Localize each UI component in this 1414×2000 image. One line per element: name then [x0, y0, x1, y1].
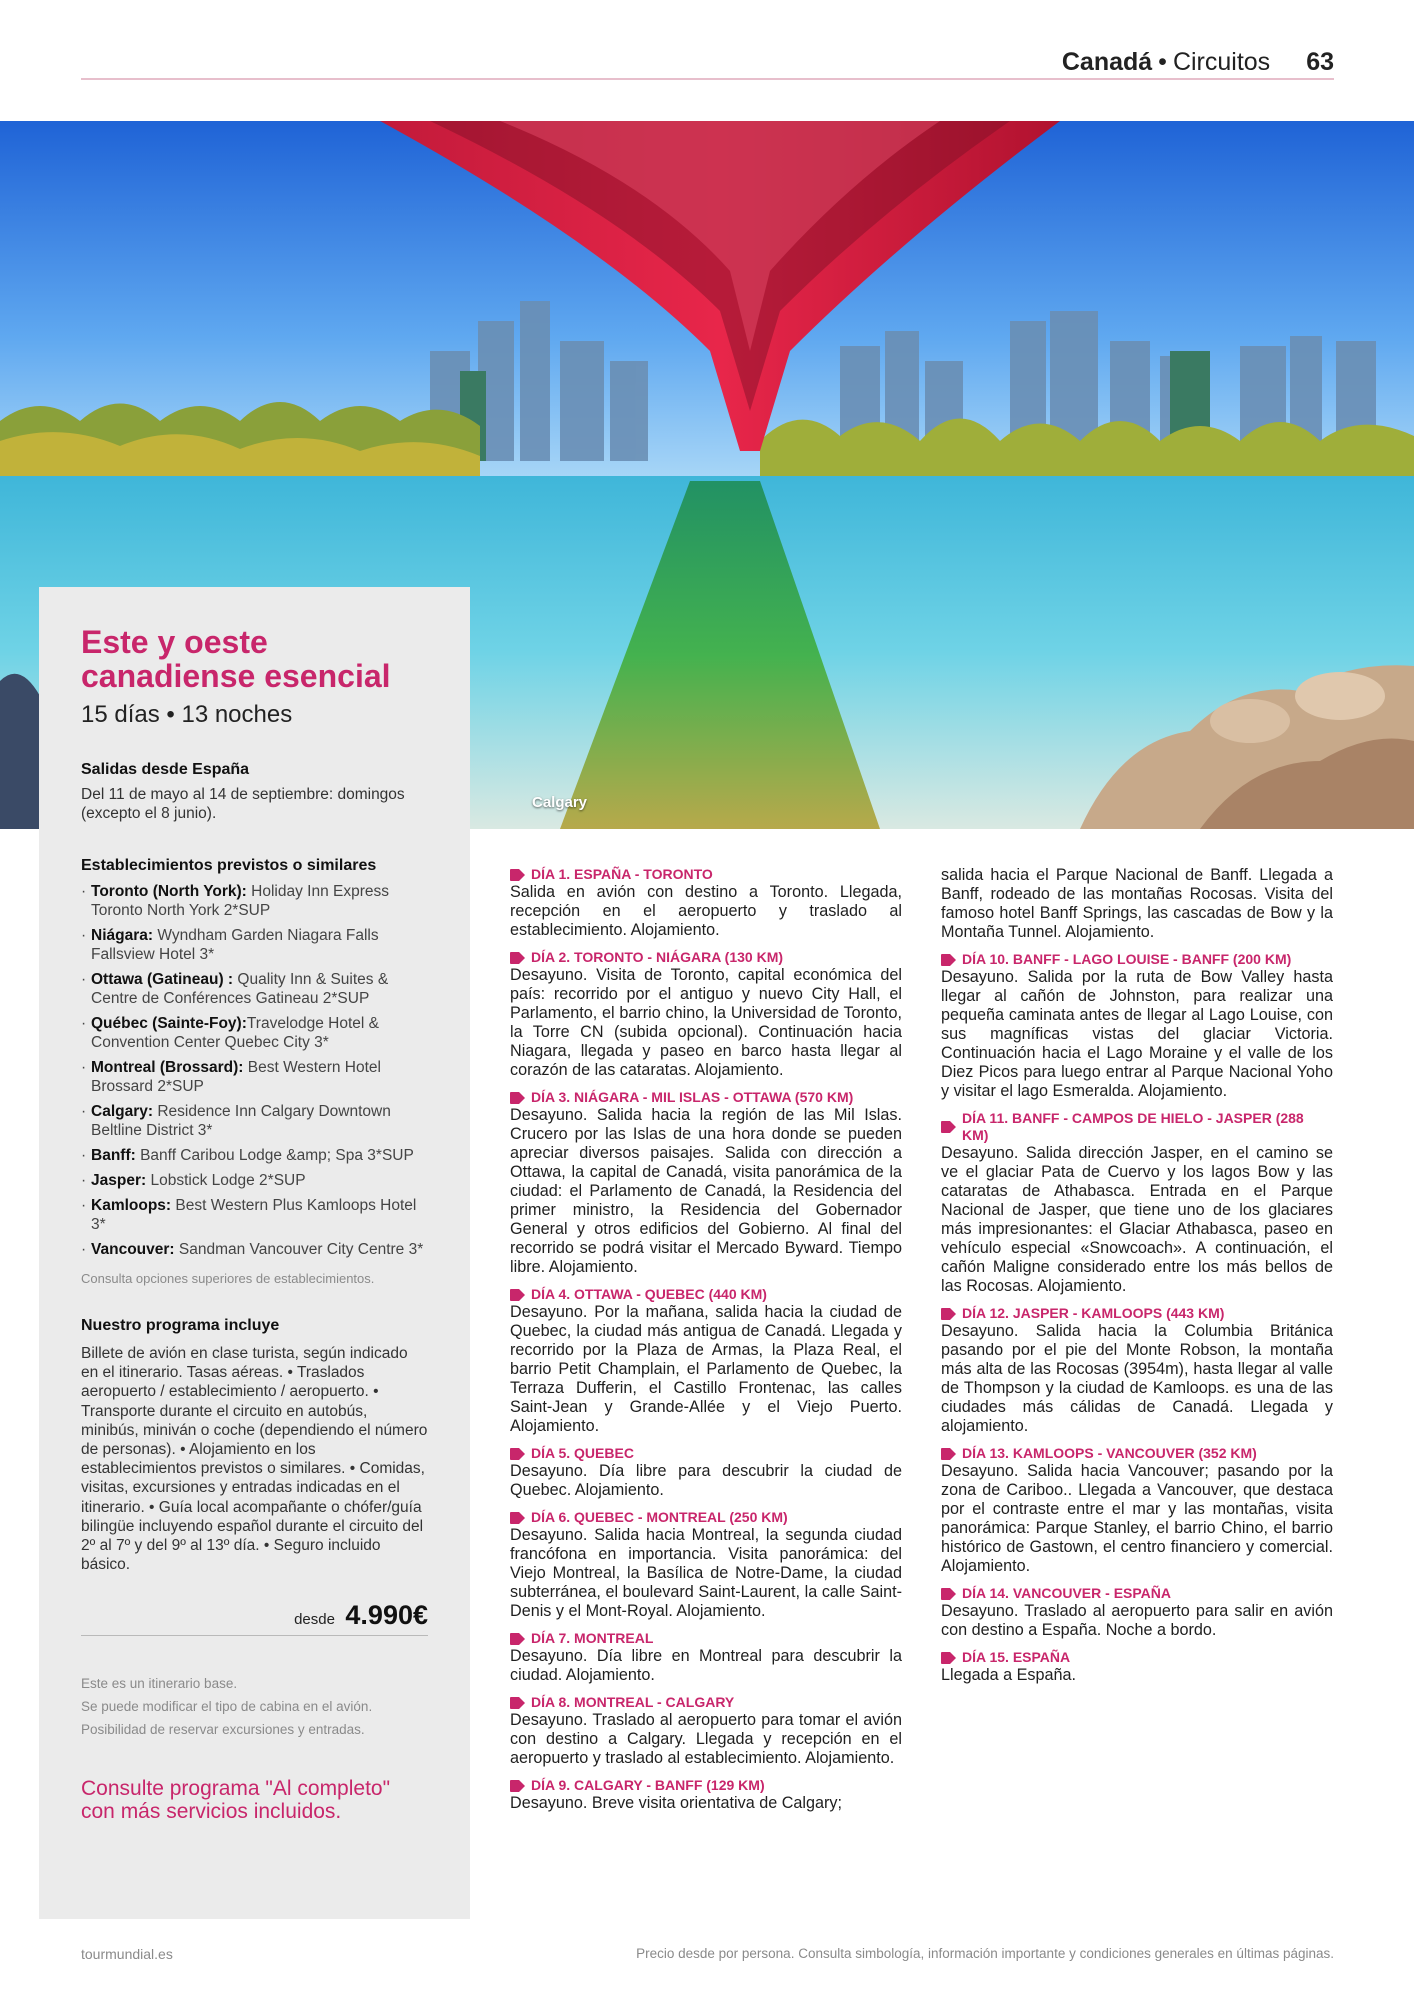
day-heading: [510, 1089, 902, 1106]
day-text: Desayuno. Visita de Toronto, capital económica del país: recorrido por el antiguo y nuevo City Hall, el Parlamento, el barrio chino, la Universidad de Toronto, la Torre CN (subida opcional). Continuación hacia Niagara, llegada y paseo en barco hasta llegar al corazón de las cataratas. Alojamiento.: [510, 966, 902, 1079]
hotel-item: · Jasper: Lobstick Lodge 2*SUP: [81, 1172, 306, 1189]
day-block: [941, 1110, 1333, 1296]
hotel-item: · Québec (Sainte-Foy):Travelodge Hotel & Convention Center Quebec City 3*: [81, 1015, 379, 1051]
day-block: [941, 1305, 1333, 1436]
tag-icon: [941, 1121, 956, 1133]
tag-icon: [510, 952, 525, 964]
day-title: DÍA 9. CALGARY - BANFF (129 KM): [531, 1777, 765, 1793]
hotel-city: Jasper:: [91, 1172, 147, 1189]
tag-icon: [510, 1697, 525, 1709]
day-heading: [510, 866, 902, 883]
day-text: Llegada a España.: [941, 1666, 1077, 1684]
hotel-item: · Montreal (Brossard): Best Western Hotel Brossard 2*SUP: [81, 1059, 381, 1095]
day-title: DÍA 6. QUEBEC - MONTREAL (250 KM): [531, 1509, 788, 1525]
hotel-city: Montreal (Brossard):: [91, 1059, 244, 1076]
hotels-list: [81, 882, 428, 1259]
hotel-name: Sandman Vancouver City Centre 3*: [174, 1241, 424, 1258]
day-heading: [510, 1286, 902, 1303]
day-heading: [941, 1305, 1333, 1322]
day-text: Salida en avión con destino a Toronto. Llegada, recepción en el aeropuerto y traslado al establecimiento. Alojamiento.: [510, 883, 902, 939]
tag-icon: [941, 1308, 956, 1320]
departures-text: Del 11 de mayo al 14 de septiembre: domingos (excepto el 8 junio).: [81, 786, 405, 822]
day-heading: [941, 951, 1333, 968]
day-text: salida hacia el Parque Nacional de Banff. Llegada a Banff, rodeado de las montañas Rocosas. Visita del famoso hotel Banff Springs, las cascadas de Bow y la Montaña Tunnel. Alojamiento.: [941, 866, 1333, 941]
day-heading: [510, 949, 902, 966]
day-text: Desayuno. Traslado al aeropuerto para tomar el avión con destino a Calgary. Llegada y recepción en el aeropuerto y traslado al establecimiento. Alojamiento.: [510, 1711, 902, 1767]
page-header: [81, 44, 1334, 80]
day-title: DÍA 4. OTTAWA - QUEBEC (440 KM): [531, 1286, 767, 1302]
hotel-item: · Ottawa (Gatineau) : Quality Inn & Suites & Centre de Conférences Gatineau 2*SUP: [81, 971, 389, 1007]
hotel-city: Vancouver:: [91, 1241, 175, 1258]
day-title: DÍA 14. VANCOUVER - ESPAÑA: [962, 1585, 1171, 1601]
day-title: DÍA 12. JASPER - KAMLOOPS (443 KM): [962, 1305, 1225, 1321]
day-block: [941, 951, 1333, 1101]
hotel-city: Calgary:: [91, 1103, 154, 1120]
itinerary-column-1: [510, 866, 902, 1822]
day-title: DÍA 10. BANFF - LAGO LOUISE - BANFF (200 KM): [962, 951, 1292, 967]
day-title: DÍA 7. MONTREAL: [531, 1630, 654, 1646]
tag-icon: [941, 1448, 956, 1460]
day-block: [510, 1777, 902, 1813]
base-note: Posibilidad de reservar excursiones y entradas.: [81, 1722, 365, 1738]
tag-icon: [510, 1780, 525, 1792]
hotel-item: · Kamloops: Best Western Plus Kamloops Hotel 3*: [81, 1197, 417, 1233]
hotel-item: · Niágara: Wyndham Garden Niagara Falls Fallsview Hotel 3*: [81, 927, 379, 963]
hotel-item: · Banff: Banff Caribou Lodge &amp; Spa 3*SUP: [81, 1147, 414, 1164]
day-title: DÍA 5. QUEBEC: [531, 1445, 634, 1461]
header-title-group: [1062, 48, 1334, 77]
header-country: Canadá: [1061, 48, 1153, 76]
day-heading: [510, 1630, 902, 1647]
day-text: Desayuno. Por la mañana, salida hacia la ciudad de Quebec, la ciudad más antigua de Canadá. Llegada y recorrido por la Plaza de Armas, la Plaza Real, el barrio Petit Champlain, el Parlamento de Quebec, la Terraza Dufferin, el Castillo Frontenac, las calles Saint-Jean y Grande-Allée y el Viejo Puerto. Alojamiento.: [510, 1303, 902, 1435]
day-block: [941, 1445, 1333, 1576]
day-block: [510, 1445, 902, 1500]
hotel-name: Residence Inn Calgary Downtown Beltline District 3*: [91, 1103, 391, 1139]
tag-icon: [941, 954, 956, 966]
tag-icon: [941, 1588, 956, 1600]
hotel-city: Banff:: [91, 1147, 136, 1164]
hotel-item: · Calgary: Residence Inn Calgary Downtown Beltline District 3*: [81, 1103, 391, 1139]
hotel-name: Banff Caribou Lodge &amp; Spa 3*SUP: [135, 1147, 414, 1164]
tag-icon: [941, 1652, 956, 1664]
day-heading: [941, 1649, 1333, 1666]
day-text: Desayuno. Salida hacia Montreal, la segunda ciudad francófona en importancia. Visita panorámica: del Viejo Montreal, la Basílica de Notre-Dame, la ciudad subterránea, el boulevard Saint-Laurent, la calle Saint-Denis y el Mont-Royal. Alojamiento.: [510, 1526, 902, 1620]
day-text: Desayuno. Salida dirección Jasper, en el camino se ve el glaciar Pata de Cuervo y los lagos Bow y las cataratas de Athabasca. Entrada en el Parque Nacional de Jasper, que tiene uno de los glaciares más impresionantes: el Glaciar Athabasca, paseo en vehículo especial «Snowcoach». A continuación, el cañón Maligne considerado entre los más bellos de las Rocosas. Alojamiento.: [941, 1144, 1333, 1295]
tag-icon: [510, 1289, 525, 1301]
price-from-label: desde: [294, 1611, 335, 1629]
hotel-name: Quality Inn & Suites & Centre de Conférences Gatineau 2*SUP: [91, 971, 389, 1007]
footer-site: tourmundial.es: [81, 1946, 173, 1962]
day-heading: [941, 1110, 1333, 1144]
hotel-item: · Vancouver: Sandman Vancouver City Centre 3*: [81, 1241, 424, 1258]
header-section: Circuitos: [1172, 48, 1271, 76]
tag-icon: [510, 1512, 525, 1524]
day-continuation: [941, 866, 1333, 942]
trip-title: Este y oeste canadiense esencial: [81, 624, 391, 694]
day-block: [941, 1585, 1333, 1640]
day-block: [941, 1649, 1333, 1685]
day-block: [510, 866, 902, 940]
base-note: Se puede modificar el tipo de cabina en el avión.: [81, 1699, 373, 1715]
price-amount: 4.990€: [345, 1600, 428, 1631]
day-text: Desayuno. Salida hacia la Columbia Británica pasando por el pie del Monte Robson, la montaña más alta de las Rocosas (3954m), hasta llegar al valle de Thompson y la ciudad de Kamloops. es una de las ciudades más cálidas de Canadá. Llegada y alojamiento.: [941, 1322, 1333, 1435]
day-block: [510, 1509, 902, 1621]
day-heading: [941, 1585, 1333, 1602]
hotel-city: Niágara:: [91, 927, 154, 944]
itinerary-column-2: [941, 866, 1333, 1694]
day-title: DÍA 1. ESPAÑA - TORONTO: [531, 866, 713, 882]
day-text: Desayuno. Salida hacia Vancouver; pasando por la zona de Cariboo.. Llegada a Vancouver, que destaca por el contraste entre el mar y las montañas, visita panorámica: Parque Stanley, el barrio Chino, el barrio histórico de Gastown, el centro financiero y comercial. Alojamiento.: [941, 1462, 1333, 1575]
day-text: Desayuno. Breve visita orientativa de Calgary;: [510, 1794, 843, 1812]
header-separator: •: [1158, 48, 1167, 76]
day-title: DÍA 3. NIÁGARA - MIL ISLAS - OTTAWA (570 KM): [531, 1089, 854, 1105]
hotel-name: Best Western Hotel Brossard 2*SUP: [91, 1059, 381, 1095]
day-block: [510, 949, 902, 1080]
includes-heading: Nuestro programa incluye: [81, 1317, 280, 1334]
hotels-note: Consulta opciones superiores de establecimientos.: [81, 1271, 375, 1286]
hotel-city: Kamloops:: [91, 1197, 172, 1214]
photo-caption: Calgary: [532, 794, 588, 811]
tag-icon: [510, 1633, 525, 1645]
day-text: Desayuno. Salida por la ruta de Bow Valley hasta llegar al cañón de Johnston, para realizar una pequeña caminata antes de llegar al Lago Louise, con sus magníficas vistas del glaciar Victoria. Continuación hacia el Lago Moraine y el valle de los Diez Picos para luego entrar al Parque Nacional Yoho y visitar el lago Esmeralda. Alojamiento.: [941, 968, 1333, 1100]
day-title: DÍA 13. KAMLOOPS - VANCOUVER (352 KM): [962, 1445, 1257, 1461]
departures-heading: Salidas desde España: [81, 761, 250, 778]
day-title: DÍA 11. BANFF - CAMPOS DE HIELO - JASPER (288 KM): [961, 1110, 1304, 1143]
hotel-name: Wyndham Garden Niagara Falls Fallsview Hotel 3*: [91, 927, 379, 963]
page-number: 63: [1306, 48, 1334, 76]
day-heading: [510, 1445, 902, 1462]
hotel-name: Best Western Plus Kamloops Hotel 3*: [91, 1197, 417, 1233]
hotel-name: Travelodge Hotel & Convention Center Quebec City 3*: [91, 1015, 379, 1051]
hotel-city: Toronto (North York):: [91, 883, 247, 900]
tag-icon: [510, 1092, 525, 1104]
trip-duration: 15 días • 13 noches: [81, 701, 293, 728]
day-heading: [510, 1694, 902, 1711]
tag-icon: [510, 1448, 525, 1460]
includes-text: Billete de avión en clase turista, según indicado en el itinerario. Tasas aéreas. • Traslados aeropuerto / establecimiento / aeropuerto. • Transporte durante el circuito en autobús, minibús, miniván o coche (dependiendo el número de personas). • Alojamiento en los establecimientos previstos o similares. • Comidas, visitas, excursiones y entradas indicadas en el itinerario. • Guía local acompañante o chófer/guía bilingüe incluyendo español durante el circuito del 2º al 7º y del 9º al 13º día. • Seguro incluido básico.: [81, 1345, 428, 1574]
footer-disclaimer: Precio desde por persona. Consulta simbología, información importante y condiciones generales en últimas páginas.: [636, 1946, 1334, 1961]
day-block: [510, 1286, 902, 1436]
hotel-item: · Toronto (North York): Holiday Inn Express Toronto North York 2*SUP: [81, 883, 389, 919]
day-block: [510, 1694, 902, 1768]
hotel-city: Québec (Sainte-Foy):: [91, 1015, 247, 1032]
price-block: [81, 1600, 428, 1636]
tag-icon: [510, 869, 525, 881]
full-program-cta: Consulte programa "Al completo" con más servicios incluidos.: [81, 1777, 391, 1824]
day-heading: [510, 1509, 902, 1526]
day-text: Desayuno. Salida hacia la región de las Mil Islas. Crucero por las Islas de una hora donde se pueden apreciar diversos paisajes. Salida con dirección a Ottawa, la capital de Canadá, visita panorámica de la ciudad: el Parlamento de Canadá, la Residencia del primer ministro, la Residencia del Gobernador General y otros edificios del Gobierno. Al final del recorrido se podrá visitar el Mercado Byward. Tiempo libre. Alojamiento.: [510, 1106, 902, 1276]
base-note: Este es un itinerario base.: [81, 1676, 238, 1692]
day-text: Desayuno. Traslado al aeropuerto para salir en avión con destino a España. Noche a bordo.: [941, 1602, 1333, 1639]
day-block: [510, 1630, 902, 1685]
day-title: DÍA 15. ESPAÑA: [962, 1649, 1071, 1665]
day-title: DÍA 2. TORONTO - NIÁGARA (130 KM): [531, 949, 784, 965]
hotel-name: Lobstick Lodge 2*SUP: [146, 1172, 306, 1189]
day-block: [510, 1089, 902, 1277]
day-text: Desayuno. Día libre para descubrir la ciudad de Quebec. Alojamiento.: [510, 1462, 902, 1499]
day-heading: [941, 1445, 1333, 1462]
day-heading: [510, 1777, 902, 1794]
hotel-city: Ottawa (Gatineau) :: [91, 971, 234, 988]
base-notes: [81, 1672, 428, 1741]
trip-summary-sidebar: [39, 587, 470, 1919]
day-title: DÍA 8. MONTREAL - CALGARY: [531, 1694, 735, 1710]
day-text: Desayuno. Día libre en Montreal para descubrir la ciudad. Alojamiento.: [510, 1647, 902, 1684]
hotel-name: Holiday Inn Express Toronto North York 2*SUP: [91, 883, 389, 919]
hotels-heading: Establecimientos previstos o similares: [81, 857, 377, 874]
